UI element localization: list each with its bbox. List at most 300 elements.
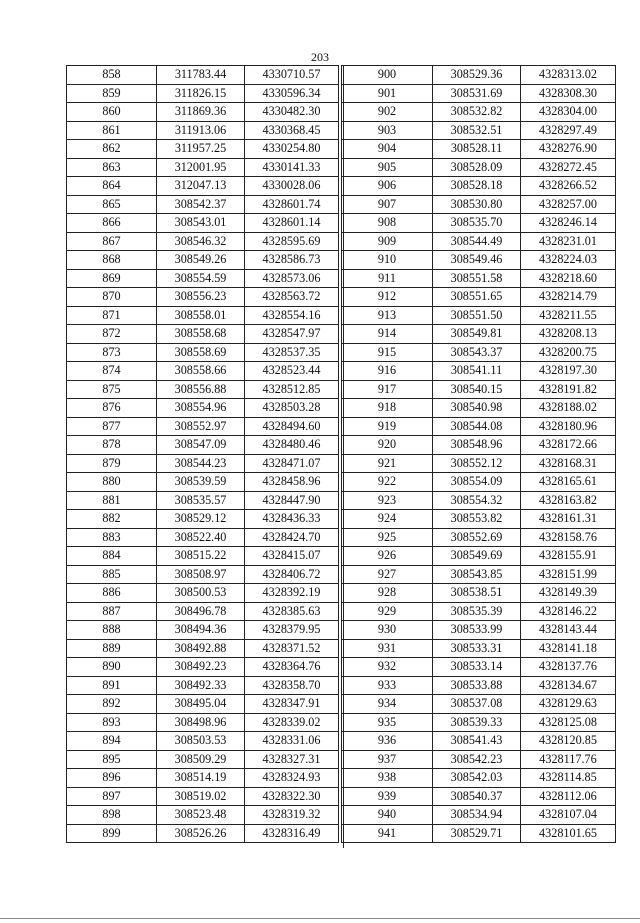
point-number-cell: 883 (67, 528, 157, 547)
x-coordinate-cell: 308537.08 (433, 695, 521, 714)
table-row (342, 251, 616, 270)
point-number-cell: 875 (67, 380, 157, 399)
table-row (67, 621, 339, 640)
x-coordinate-cell: 308543.37 (433, 343, 521, 362)
table-row (67, 454, 339, 473)
table-row (67, 806, 339, 825)
x-coordinate-cell: 308523.48 (157, 806, 245, 825)
y-coordinate-cell: 4328172.66 (521, 436, 616, 455)
point-number-cell: 885 (67, 565, 157, 584)
x-coordinate-cell: 308529.12 (157, 510, 245, 529)
table-row (67, 473, 339, 492)
point-number-cell: 873 (67, 343, 157, 362)
x-coordinate-cell: 308544.08 (433, 417, 521, 436)
y-coordinate-cell: 4328180.96 (521, 417, 616, 436)
x-coordinate-cell: 308542.23 (433, 750, 521, 769)
coordinate-table-right (341, 65, 616, 843)
point-number-cell: 874 (67, 362, 157, 381)
point-number-cell: 919 (342, 417, 433, 436)
point-number-cell: 920 (342, 436, 433, 455)
table-row (342, 214, 616, 233)
x-coordinate-cell: 308500.53 (157, 584, 245, 603)
table-row (342, 436, 616, 455)
table-row (342, 639, 616, 658)
point-number-cell: 894 (67, 732, 157, 751)
x-coordinate-cell: 308549.81 (433, 325, 521, 344)
y-coordinate-cell: 4328208.13 (521, 325, 616, 344)
point-number-cell: 866 (67, 214, 157, 233)
y-coordinate-cell: 4328358.70 (245, 676, 339, 695)
table-row (67, 399, 339, 418)
table-row (67, 140, 339, 159)
y-coordinate-cell: 4328129.63 (521, 695, 616, 714)
table-row (342, 547, 616, 566)
point-number-cell: 868 (67, 251, 157, 270)
y-coordinate-cell: 4328151.99 (521, 565, 616, 584)
y-coordinate-cell: 4328313.02 (521, 66, 616, 85)
point-number-cell: 907 (342, 195, 433, 214)
x-coordinate-cell: 308531.69 (433, 84, 521, 103)
y-coordinate-cell: 4328143.44 (521, 621, 616, 640)
point-number-cell: 923 (342, 491, 433, 510)
x-coordinate-cell: 308528.11 (433, 140, 521, 159)
y-coordinate-cell: 4328494.60 (245, 417, 339, 436)
point-number-cell: 867 (67, 232, 157, 251)
x-coordinate-cell: 308503.53 (157, 732, 245, 751)
point-number-cell: 935 (342, 713, 433, 732)
table-row (342, 565, 616, 584)
table-row (342, 306, 616, 325)
y-coordinate-cell: 4328266.52 (521, 177, 616, 196)
table-row (342, 66, 616, 85)
x-coordinate-cell: 308530.80 (433, 195, 521, 214)
point-number-cell: 916 (342, 362, 433, 381)
point-number-cell: 904 (342, 140, 433, 159)
y-coordinate-cell: 4328231.01 (521, 232, 616, 251)
y-coordinate-cell: 4328319.32 (245, 806, 339, 825)
y-coordinate-cell: 4328163.82 (521, 491, 616, 510)
y-coordinate-cell: 4328257.00 (521, 195, 616, 214)
y-coordinate-cell: 4330368.45 (245, 121, 339, 140)
y-coordinate-cell: 4328331.06 (245, 732, 339, 751)
y-coordinate-cell: 4330482.30 (245, 103, 339, 122)
x-coordinate-cell: 308554.32 (433, 491, 521, 510)
point-number-cell: 884 (67, 547, 157, 566)
y-coordinate-cell: 4328447.90 (245, 491, 339, 510)
y-coordinate-cell: 4328146.22 (521, 602, 616, 621)
table-row (67, 232, 339, 251)
table-row (67, 769, 339, 788)
table-row (342, 195, 616, 214)
y-coordinate-cell: 4328316.49 (245, 824, 339, 843)
x-coordinate-cell: 308541.43 (433, 732, 521, 751)
x-coordinate-cell: 311826.15 (157, 84, 245, 103)
x-coordinate-cell: 308535.70 (433, 214, 521, 233)
point-number-cell: 934 (342, 695, 433, 714)
point-number-cell: 939 (342, 787, 433, 806)
x-coordinate-cell: 308543.85 (433, 565, 521, 584)
table-row (67, 195, 339, 214)
table-row (67, 491, 339, 510)
x-coordinate-cell: 308532.51 (433, 121, 521, 140)
y-coordinate-cell: 4328134.67 (521, 676, 616, 695)
y-coordinate-cell: 4328297.49 (521, 121, 616, 140)
x-coordinate-cell: 308522.40 (157, 528, 245, 547)
table-row (67, 343, 339, 362)
y-coordinate-cell: 4328101.65 (521, 824, 616, 843)
x-coordinate-cell: 308509.29 (157, 750, 245, 769)
table-row (342, 695, 616, 714)
point-number-cell: 893 (67, 713, 157, 732)
table-row (67, 787, 339, 806)
table-row (342, 713, 616, 732)
y-coordinate-cell: 4328339.02 (245, 713, 339, 732)
table-row (342, 769, 616, 788)
y-coordinate-cell: 4328595.69 (245, 232, 339, 251)
point-number-cell: 929 (342, 602, 433, 621)
table-row (342, 232, 616, 251)
y-coordinate-cell: 4328480.46 (245, 436, 339, 455)
table-row (67, 639, 339, 658)
x-coordinate-cell: 308556.88 (157, 380, 245, 399)
table-row (67, 824, 339, 843)
y-coordinate-cell: 4328471.07 (245, 454, 339, 473)
x-coordinate-cell: 308538.51 (433, 584, 521, 603)
x-coordinate-cell: 308552.97 (157, 417, 245, 436)
x-coordinate-cell: 308528.09 (433, 158, 521, 177)
point-number-cell: 899 (67, 824, 157, 843)
y-coordinate-cell: 4328211.55 (521, 306, 616, 325)
table-row (342, 177, 616, 196)
y-coordinate-cell: 4328161.31 (521, 510, 616, 529)
point-number-cell: 936 (342, 732, 433, 751)
y-coordinate-cell: 4328371.52 (245, 639, 339, 658)
y-coordinate-cell: 4328246.14 (521, 214, 616, 233)
point-number-cell: 913 (342, 306, 433, 325)
x-coordinate-cell: 308558.68 (157, 325, 245, 344)
point-number-cell: 908 (342, 214, 433, 233)
x-coordinate-cell: 308553.82 (433, 510, 521, 529)
point-number-cell: 869 (67, 269, 157, 288)
x-coordinate-cell: 308544.23 (157, 454, 245, 473)
x-coordinate-cell: 308532.82 (433, 103, 521, 122)
table-row (342, 380, 616, 399)
table-row (342, 473, 616, 492)
point-number-cell: 931 (342, 639, 433, 658)
table-row (67, 84, 339, 103)
point-number-cell: 876 (67, 399, 157, 418)
y-coordinate-cell: 4328347.91 (245, 695, 339, 714)
y-coordinate-cell: 4328537.35 (245, 343, 339, 362)
y-coordinate-cell: 4328168.31 (521, 454, 616, 473)
x-coordinate-cell: 308529.36 (433, 66, 521, 85)
table-row (342, 158, 616, 177)
x-coordinate-cell: 308533.14 (433, 658, 521, 677)
y-coordinate-cell: 4328107.04 (521, 806, 616, 825)
table-row (67, 695, 339, 714)
y-coordinate-cell: 4330141.33 (245, 158, 339, 177)
x-coordinate-cell: 308515.22 (157, 547, 245, 566)
table-row (342, 732, 616, 751)
x-coordinate-cell: 308558.66 (157, 362, 245, 381)
y-coordinate-cell: 4328224.03 (521, 251, 616, 270)
y-coordinate-cell: 4330028.06 (245, 177, 339, 196)
coordinate-table-left-body (67, 66, 339, 843)
table-row (342, 806, 616, 825)
point-number-cell: 881 (67, 491, 157, 510)
table-row (67, 565, 339, 584)
x-coordinate-cell: 308526.26 (157, 824, 245, 843)
table-row (67, 436, 339, 455)
point-number-cell: 898 (67, 806, 157, 825)
x-coordinate-cell: 308551.58 (433, 269, 521, 288)
y-coordinate-cell: 4328120.85 (521, 732, 616, 751)
table-row (67, 750, 339, 769)
y-coordinate-cell: 4328155.91 (521, 547, 616, 566)
x-coordinate-cell: 308540.37 (433, 787, 521, 806)
x-coordinate-cell: 308496.78 (157, 602, 245, 621)
table-row (67, 547, 339, 566)
y-coordinate-cell: 4330254.80 (245, 140, 339, 159)
point-number-cell: 938 (342, 769, 433, 788)
y-coordinate-cell: 4328364.76 (245, 658, 339, 677)
x-coordinate-cell: 308514.19 (157, 769, 245, 788)
y-coordinate-cell: 4328165.61 (521, 473, 616, 492)
x-coordinate-cell: 308544.49 (433, 232, 521, 251)
point-number-cell: 877 (67, 417, 157, 436)
point-number-cell: 872 (67, 325, 157, 344)
table-row (67, 732, 339, 751)
x-coordinate-cell: 308539.59 (157, 473, 245, 492)
point-number-cell: 860 (67, 103, 157, 122)
point-number-cell: 901 (342, 84, 433, 103)
point-number-cell: 909 (342, 232, 433, 251)
point-number-cell: 896 (67, 769, 157, 788)
table-row (342, 399, 616, 418)
point-number-cell: 911 (342, 269, 433, 288)
point-number-cell: 902 (342, 103, 433, 122)
table-row (67, 528, 339, 547)
x-coordinate-cell: 308492.88 (157, 639, 245, 658)
table-row (342, 824, 616, 843)
y-coordinate-cell: 4328586.73 (245, 251, 339, 270)
point-number-cell: 912 (342, 288, 433, 307)
y-coordinate-cell: 4328424.70 (245, 528, 339, 547)
x-coordinate-cell: 308554.96 (157, 399, 245, 418)
y-coordinate-cell: 4328601.14 (245, 214, 339, 233)
x-coordinate-cell: 308529.71 (433, 824, 521, 843)
x-coordinate-cell: 312001.95 (157, 158, 245, 177)
point-number-cell: 887 (67, 602, 157, 621)
x-coordinate-cell: 308542.03 (433, 769, 521, 788)
double-border-line (343, 65, 344, 848)
table-row (342, 454, 616, 473)
table-row (67, 417, 339, 436)
y-coordinate-cell: 4328322.30 (245, 787, 339, 806)
x-coordinate-cell: 308546.32 (157, 232, 245, 251)
x-coordinate-cell: 311957.25 (157, 140, 245, 159)
y-coordinate-cell: 4328547.97 (245, 325, 339, 344)
table-row (67, 584, 339, 603)
point-number-cell: 858 (67, 66, 157, 85)
y-coordinate-cell: 4328385.63 (245, 602, 339, 621)
point-number-cell: 892 (67, 695, 157, 714)
x-coordinate-cell: 308558.01 (157, 306, 245, 325)
x-coordinate-cell: 308552.69 (433, 528, 521, 547)
table-row (67, 602, 339, 621)
table-row (342, 621, 616, 640)
point-number-cell: 921 (342, 454, 433, 473)
y-coordinate-cell: 4328149.39 (521, 584, 616, 603)
table-row (67, 713, 339, 732)
point-number-cell: 879 (67, 454, 157, 473)
x-coordinate-cell: 312047.13 (157, 177, 245, 196)
table-row (67, 66, 339, 85)
y-coordinate-cell: 4328563.72 (245, 288, 339, 307)
y-coordinate-cell: 4328200.75 (521, 343, 616, 362)
y-coordinate-cell: 4328137.76 (521, 658, 616, 677)
point-number-cell: 897 (67, 787, 157, 806)
table-row (67, 158, 339, 177)
table-row (342, 417, 616, 436)
table-row (342, 491, 616, 510)
y-coordinate-cell: 4330596.34 (245, 84, 339, 103)
point-number-cell: 886 (67, 584, 157, 603)
point-number-cell: 932 (342, 658, 433, 677)
y-coordinate-cell: 4328415.07 (245, 547, 339, 566)
x-coordinate-cell: 308549.69 (433, 547, 521, 566)
x-coordinate-cell: 308533.31 (433, 639, 521, 658)
table-row (67, 325, 339, 344)
y-coordinate-cell: 4328191.82 (521, 380, 616, 399)
table-row (342, 84, 616, 103)
table-row (67, 362, 339, 381)
table-row (342, 121, 616, 140)
x-coordinate-cell: 308494.36 (157, 621, 245, 640)
y-coordinate-cell: 4328436.33 (245, 510, 339, 529)
point-number-cell: 941 (342, 824, 433, 843)
point-number-cell: 918 (342, 399, 433, 418)
x-coordinate-cell: 308535.39 (433, 602, 521, 621)
point-number-cell: 862 (67, 140, 157, 159)
y-coordinate-cell: 4328117.76 (521, 750, 616, 769)
x-coordinate-cell: 308492.23 (157, 658, 245, 677)
point-number-cell: 903 (342, 121, 433, 140)
table-row (342, 787, 616, 806)
table-row (67, 288, 339, 307)
y-coordinate-cell: 4328324.93 (245, 769, 339, 788)
table-row (67, 658, 339, 677)
table-row (342, 343, 616, 362)
y-coordinate-cell: 4328158.76 (521, 528, 616, 547)
y-coordinate-cell: 4328272.45 (521, 158, 616, 177)
table-row (342, 140, 616, 159)
point-number-cell: 880 (67, 473, 157, 492)
x-coordinate-cell: 311913.06 (157, 121, 245, 140)
point-number-cell: 888 (67, 621, 157, 640)
coordinate-table-right-body (342, 66, 616, 843)
point-number-cell: 915 (342, 343, 433, 362)
y-coordinate-cell: 4328392.19 (245, 584, 339, 603)
x-coordinate-cell: 311783.44 (157, 66, 245, 85)
x-coordinate-cell: 308541.11 (433, 362, 521, 381)
y-coordinate-cell: 4328188.02 (521, 399, 616, 418)
point-number-cell: 914 (342, 325, 433, 344)
x-coordinate-cell: 308547.09 (157, 436, 245, 455)
y-coordinate-cell: 4328276.90 (521, 140, 616, 159)
y-coordinate-cell: 4328601.74 (245, 195, 339, 214)
y-coordinate-cell: 4330710.57 (245, 66, 339, 85)
x-coordinate-cell: 308533.99 (433, 621, 521, 640)
x-coordinate-cell: 308498.96 (157, 713, 245, 732)
x-coordinate-cell: 308548.96 (433, 436, 521, 455)
table-row (342, 103, 616, 122)
table-row (67, 251, 339, 270)
point-number-cell: 940 (342, 806, 433, 825)
y-coordinate-cell: 4328379.95 (245, 621, 339, 640)
x-coordinate-cell: 308519.02 (157, 787, 245, 806)
x-coordinate-cell: 308539.33 (433, 713, 521, 732)
point-number-cell: 927 (342, 565, 433, 584)
x-coordinate-cell: 308528.18 (433, 177, 521, 196)
x-coordinate-cell: 308492.33 (157, 676, 245, 695)
table-row (67, 676, 339, 695)
y-coordinate-cell: 4328112.06 (521, 787, 616, 806)
x-coordinate-cell: 308534.94 (433, 806, 521, 825)
x-coordinate-cell: 308549.26 (157, 251, 245, 270)
table-row (67, 380, 339, 399)
table-row (342, 750, 616, 769)
x-coordinate-cell: 308543.01 (157, 214, 245, 233)
point-number-cell: 859 (67, 84, 157, 103)
point-number-cell: 895 (67, 750, 157, 769)
y-coordinate-cell: 4328327.31 (245, 750, 339, 769)
point-number-cell: 937 (342, 750, 433, 769)
table-row (67, 306, 339, 325)
coordinate-table-left (66, 65, 339, 843)
point-number-cell: 864 (67, 177, 157, 196)
point-number-cell: 890 (67, 658, 157, 677)
table-row (342, 676, 616, 695)
point-number-cell: 906 (342, 177, 433, 196)
table-row (67, 269, 339, 288)
y-coordinate-cell: 4328308.30 (521, 84, 616, 103)
point-number-cell: 871 (67, 306, 157, 325)
x-coordinate-cell: 308540.98 (433, 399, 521, 418)
x-coordinate-cell: 311869.36 (157, 103, 245, 122)
point-number-cell: 924 (342, 510, 433, 529)
y-coordinate-cell: 4328458.96 (245, 473, 339, 492)
y-coordinate-cell: 4328304.00 (521, 103, 616, 122)
x-coordinate-cell: 308533.88 (433, 676, 521, 695)
point-number-cell: 900 (342, 66, 433, 85)
point-number-cell: 930 (342, 621, 433, 640)
point-number-cell: 910 (342, 251, 433, 270)
point-number-cell: 933 (342, 676, 433, 695)
page-bottom-edge (0, 918, 640, 919)
y-coordinate-cell: 4328573.06 (245, 269, 339, 288)
point-number-cell: 878 (67, 436, 157, 455)
table-row (342, 325, 616, 344)
point-number-cell: 905 (342, 158, 433, 177)
table-row (67, 177, 339, 196)
y-coordinate-cell: 4328512.85 (245, 380, 339, 399)
y-coordinate-cell: 4328218.60 (521, 269, 616, 288)
x-coordinate-cell: 308556.23 (157, 288, 245, 307)
y-coordinate-cell: 4328114.85 (521, 769, 616, 788)
point-number-cell: 922 (342, 473, 433, 492)
table-row (67, 510, 339, 529)
